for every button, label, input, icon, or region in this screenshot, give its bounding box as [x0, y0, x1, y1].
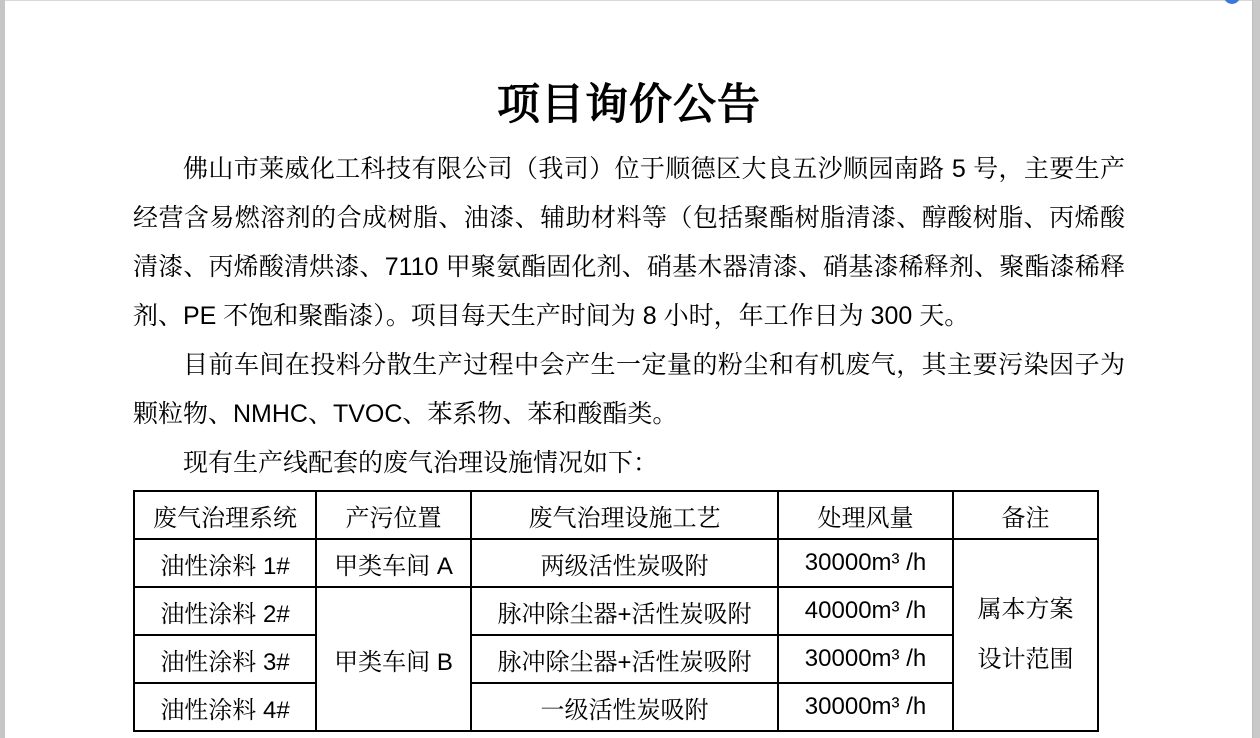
- table-row: [134, 539, 1098, 587]
- cell-location: 甲类车间 B: [316, 587, 471, 731]
- cell-process: 脉冲除尘器+活性炭吸附: [471, 635, 778, 683]
- cell-airflow: 40000m³ /h: [778, 587, 953, 635]
- document-title: 项目询价公告: [497, 82, 761, 129]
- cell-airflow: 30000m³ /h: [778, 635, 953, 683]
- header-location: 产污位置: [316, 491, 471, 539]
- paragraph-company-intro: 佛山市莱威化工科技有限公司（我司）位于顺德区大良五沙顺园南路 5 号，主要生产经营含易燃溶剂的合成树脂、油漆、辅助材料等（包括聚酯树脂清漆、醇酸树脂、丙烯酸清漆、丙烯酸清烘漆、7110 甲聚氨酯固化剂、硝基木器清漆、硝基漆稀释剂、聚酯漆稀释剂、PE 不饱和聚酯漆）。项目每天生产时间为 8 小时，年工作日为 300 天。: [133, 155, 1125, 330]
- cell-airflow: 30000m³ /h: [778, 539, 953, 587]
- cell-system: 油性涂料 4#: [134, 683, 316, 731]
- cell-airflow: 30000m³ /h: [778, 683, 953, 731]
- paragraph-table-lead-in: 现有生产线配套的废气治理设施情况如下：: [183, 449, 659, 477]
- document-content: [5, 1, 1252, 732]
- cell-location: 甲类车间 A: [316, 539, 471, 587]
- cell-remark: [953, 539, 1098, 731]
- header-process: 废气治理设施工艺: [471, 491, 778, 539]
- cell-system: 油性涂料 2#: [134, 587, 316, 635]
- waste-gas-facility-table: [133, 490, 1099, 732]
- document-page: [5, 0, 1252, 738]
- header-system: 废气治理系统: [134, 491, 316, 539]
- header-airflow: 处理风量: [778, 491, 953, 539]
- header-remark: 备注: [953, 491, 1098, 539]
- table-header-row: [134, 491, 1098, 539]
- remark-line: 属本方案: [977, 596, 1074, 623]
- paragraph-pollutants: 目前车间在投料分散生产过程中会产生一定量的粉尘和有机废气，其主要污染因子为颗粒物、NMHC、TVOC、苯系物、苯和酸酯类。: [133, 351, 1125, 428]
- cell-process: 脉冲除尘器+活性炭吸附: [471, 587, 778, 635]
- cell-process: 一级活性炭吸附: [471, 683, 778, 731]
- scrollbar[interactable]: [1252, 0, 1260, 738]
- cell-system: 油性涂料 3#: [134, 635, 316, 683]
- remark-line: 设计范围: [977, 646, 1074, 673]
- cell-process: 两级活性炭吸附: [471, 539, 778, 587]
- cell-system: 油性涂料 1#: [134, 539, 316, 587]
